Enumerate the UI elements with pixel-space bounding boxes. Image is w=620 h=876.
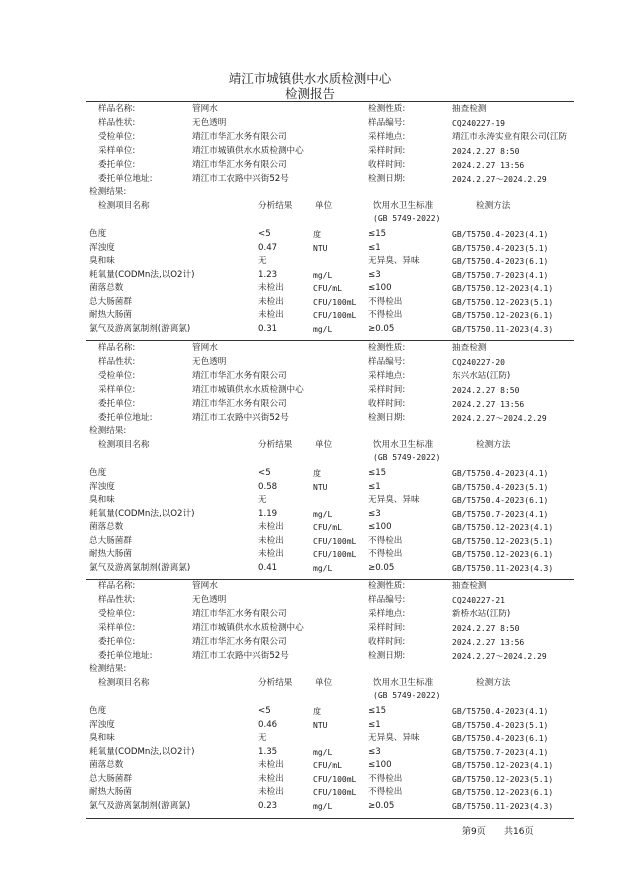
table-row-unit: 度 — [313, 469, 321, 478]
info-value: 靖江市永涛实业有限公司(江防 — [452, 132, 568, 142]
table-row-standard: ≤3 — [368, 269, 381, 280]
column-header-method: 检测方法 — [476, 201, 511, 211]
table-row-standard: ≥0.05 — [368, 562, 395, 573]
info-label: 样品性状: — [98, 595, 136, 605]
table-row-method: GB/T5750.12-2023(5.1) — [452, 297, 554, 307]
table-row-method: GB/T5750.4-2023(4.1) — [452, 230, 549, 239]
info-label: 检测性质: — [368, 343, 406, 353]
info-value: 抽查检测 — [452, 104, 487, 114]
table-row-standard: ≥0.05 — [368, 800, 395, 811]
info-label: 检测性质: — [368, 104, 406, 114]
table-row-method: GB/T5750.4-2023(4.1) — [452, 469, 549, 478]
info-label: 样品名称: — [98, 104, 136, 114]
table-row-method: GB/T5750.4-2023(6.1) — [452, 734, 549, 743]
column-header-method: 检测方法 — [476, 440, 511, 450]
table-row-standard: ≤1 — [368, 719, 381, 730]
table-row-unit: mg/L — [313, 324, 333, 334]
report-org-title: 靖江市城镇供水水质检测中心 — [228, 71, 392, 86]
info-value: 2024.2.27～2024.2.29 — [452, 414, 547, 423]
table-row-unit: mg/L — [313, 747, 333, 757]
table-row-unit: mg/L — [313, 270, 333, 280]
info-label: 样品编号: — [368, 357, 406, 367]
info-label: 样品编号: — [368, 118, 406, 128]
results-label: 检测结果: — [89, 426, 127, 436]
table-row-method: GB/T5750.7-2023(4.1) — [452, 270, 549, 280]
info-value: 抽查检测 — [452, 581, 487, 591]
table-row-standard: ≤3 — [368, 746, 381, 757]
table-row-item: 总大肠菌群 — [89, 535, 132, 546]
info-label: 样品编号: — [368, 595, 406, 605]
results-label: 检测结果: — [89, 187, 127, 197]
table-row-method: GB/T5750.12-2023(4.1) — [452, 523, 554, 532]
table-row-item: 耐热大肠菌 — [89, 787, 132, 797]
table-row-unit: NTU — [313, 482, 328, 492]
table-row-method: GB/T5750.12-2023(6.1) — [452, 311, 554, 320]
table-row-standard: 无异臭、异味 — [368, 733, 420, 743]
column-header-result: 分析结果 — [258, 440, 293, 450]
table-row-standard: 无异臭、异味 — [368, 495, 420, 505]
info-value: 无色透明 — [192, 118, 227, 128]
table-row-method: GB/T5750.12-2023(6.1) — [452, 788, 554, 797]
info-value: CQ240227-20 — [452, 358, 505, 367]
table-row-method: GB/T5750.4-2023(5.1) — [452, 482, 549, 492]
table-row-method: GB/T5750.4-2023(6.1) — [452, 496, 549, 505]
report-title: 检测报告 — [284, 86, 335, 101]
footer-rule — [86, 818, 574, 819]
table-row-standard: ≤100 — [368, 522, 392, 532]
info-value: 无色透明 — [192, 595, 227, 605]
info-value: 2024.2.27 13:56 — [452, 400, 525, 409]
column-header-standard: 饮用水卫生标准 — [373, 440, 434, 450]
info-label: 采样地点: — [368, 371, 406, 381]
table-row-item: 耐热大肠菌 — [89, 549, 132, 559]
table-row-result: 0.23 — [258, 800, 278, 811]
info-label: 收样时间: — [368, 160, 406, 170]
table-row-item: 浑浊度 — [89, 481, 115, 492]
table-row-standard: 不得检出 — [368, 549, 403, 559]
info-label: 受检单位: — [98, 609, 136, 619]
column-header-item: 检测项目名称 — [98, 201, 150, 211]
table-row-result: <5 — [258, 229, 271, 239]
info-value: 抽查检测 — [452, 343, 487, 353]
info-label: 委托单位: — [98, 637, 136, 647]
column-header-standard-code: (GB 5749-2022) — [373, 214, 441, 223]
table-row-standard: 不得检出 — [368, 773, 403, 784]
info-value: 靖江市城镇供水水质检测中心 — [192, 623, 304, 633]
info-label: 检测日期: — [368, 651, 406, 661]
table-row-standard: ≥0.05 — [368, 323, 395, 334]
table-row-item: 耗氧量(CODMn法,以O2计) — [89, 269, 195, 280]
table-row-item: 菌落总数 — [89, 760, 124, 770]
table-row-item: 氯气及游离氯制剂(游离氯) — [89, 323, 191, 334]
table-row-result: 未检出 — [258, 522, 284, 532]
table-row-unit: mg/L — [313, 563, 333, 573]
table-row-unit: CFU/100mL — [313, 536, 357, 546]
sample-block — [0, 340, 620, 580]
table-row-item: 总大肠菌群 — [89, 773, 132, 784]
table-row-item: 氯气及游离氯制剂(游离氯) — [89, 562, 191, 573]
table-row-unit: mg/L — [313, 509, 333, 519]
table-row-item: 色度 — [89, 706, 107, 716]
column-header-item: 检测项目名称 — [98, 440, 150, 450]
column-header-item: 检测项目名称 — [98, 678, 150, 688]
table-row-unit: CFU/100mL — [313, 788, 357, 797]
table-row-unit: CFU/100mL — [313, 297, 357, 307]
info-label: 检测日期: — [368, 174, 406, 184]
info-value: 新桥水站(江防) — [452, 609, 511, 619]
table-row-unit: NTU — [313, 720, 328, 730]
info-value: 靖江市华汇水务有限公司 — [192, 637, 287, 647]
info-label: 受检单位: — [98, 132, 136, 142]
table-row-standard: ≤15 — [368, 706, 387, 716]
page-number: 第9页 — [462, 827, 486, 837]
info-label: 委托单位: — [98, 160, 136, 170]
info-label: 收样时间: — [368, 637, 406, 647]
info-value: 2024.2.27～2024.2.29 — [452, 652, 547, 661]
info-value: 管网水 — [192, 581, 218, 591]
table-row-item: 臭和味 — [89, 733, 115, 743]
table-row-standard: ≤15 — [368, 468, 387, 478]
info-label: 采样时间: — [368, 385, 406, 395]
info-label: 委托单位地址: — [98, 651, 153, 661]
table-row-result: <5 — [258, 468, 271, 478]
table-row-item: 耐热大肠菌 — [89, 310, 132, 320]
table-row-standard: ≤100 — [368, 283, 392, 293]
info-value: 管网水 — [192, 343, 218, 353]
table-row-method: GB/T5750.11-2023(4.3) — [452, 801, 554, 811]
info-value: 靖江市工农路中兴街52号 — [192, 413, 289, 423]
table-row-result: 无 — [258, 256, 267, 266]
column-header-standard-code: (GB 5749-2022) — [373, 453, 441, 462]
column-header-unit: 单位 — [315, 440, 333, 450]
info-label: 采样时间: — [368, 623, 406, 633]
column-header-result: 分析结果 — [258, 201, 293, 211]
table-row-method: GB/T5750.4-2023(6.1) — [452, 257, 549, 266]
table-row-item: 臭和味 — [89, 256, 115, 266]
info-label: 委托单位: — [98, 399, 136, 409]
table-row-standard: ≤3 — [368, 508, 381, 519]
table-row-method: GB/T5750.12-2023(4.1) — [452, 761, 554, 770]
sample-block — [0, 101, 620, 341]
table-row-result: 0.47 — [258, 242, 278, 253]
table-row-result: 0.31 — [258, 323, 278, 334]
column-header-result: 分析结果 — [258, 678, 293, 688]
table-row-item: 菌落总数 — [89, 522, 124, 532]
info-value: 靖江市华汇水务有限公司 — [192, 132, 287, 142]
table-row-unit: CFU/100mL — [313, 311, 357, 320]
table-row-unit: NTU — [313, 243, 328, 253]
table-row-result: 1.19 — [258, 508, 278, 519]
info-label: 检测性质: — [368, 581, 406, 591]
column-header-standard: 饮用水卫生标准 — [373, 678, 434, 688]
table-row-method: GB/T5750.11-2023(4.3) — [452, 324, 554, 334]
table-row-item: 色度 — [89, 229, 107, 239]
table-row-standard: ≤1 — [368, 481, 381, 492]
info-value: 靖江市工农路中兴街52号 — [192, 174, 289, 184]
table-row-unit: mg/L — [313, 801, 333, 811]
table-row-item: 浑浊度 — [89, 242, 115, 253]
info-value: 无色透明 — [192, 357, 227, 367]
info-label: 样品性状: — [98, 118, 136, 128]
table-row-item: 氯气及游离氯制剂(游离氯) — [89, 800, 191, 811]
column-header-standard: 饮用水卫生标准 — [373, 201, 434, 211]
table-row-standard: 不得检出 — [368, 787, 403, 797]
info-label: 采样单位: — [98, 385, 136, 395]
info-value: CQ240227-21 — [452, 596, 505, 605]
table-row-method: GB/T5750.4-2023(5.1) — [452, 720, 549, 730]
info-label: 委托单位地址: — [98, 413, 153, 423]
table-row-item: 色度 — [89, 468, 107, 478]
table-row-method: GB/T5750.12-2023(5.1) — [452, 774, 554, 784]
info-value: 靖江市城镇供水水质检测中心 — [192, 146, 304, 156]
info-value: 东兴水站(江防) — [452, 371, 511, 381]
table-row-standard: 无异臭、异味 — [368, 256, 420, 266]
table-row-item: 耗氧量(CODMn法,以O2计) — [89, 746, 195, 757]
info-label: 采样时间: — [368, 146, 406, 156]
info-label: 样品性状: — [98, 357, 136, 367]
table-row-result: 未检出 — [258, 773, 284, 784]
table-row-method: GB/T5750.4-2023(4.1) — [452, 707, 549, 716]
column-header-standard-code: (GB 5749-2022) — [373, 691, 441, 700]
table-row-unit: 度 — [313, 230, 321, 239]
table-row-result: 未检出 — [258, 310, 284, 320]
info-value: 2024.2.27 8:50 — [452, 147, 520, 156]
table-row-result: 未检出 — [258, 787, 284, 797]
table-row-unit: CFU/mL — [313, 523, 342, 532]
info-value: 靖江市华汇水务有限公司 — [192, 609, 287, 619]
info-value: 靖江市华汇水务有限公司 — [192, 371, 287, 381]
table-row-item: 浑浊度 — [89, 719, 115, 730]
table-row-result: 无 — [258, 495, 267, 505]
info-label: 样品名称: — [98, 581, 136, 591]
table-row-method: GB/T5750.7-2023(4.1) — [452, 747, 549, 757]
table-row-result: 未检出 — [258, 283, 284, 293]
results-label: 检测结果: — [89, 664, 127, 674]
table-row-method: GB/T5750.12-2023(6.1) — [452, 550, 554, 559]
table-row-unit: CFU/mL — [313, 284, 342, 293]
table-row-method: GB/T5750.11-2023(4.3) — [452, 563, 554, 573]
table-row-method: GB/T5750.4-2023(5.1) — [452, 243, 549, 253]
table-row-standard: ≤100 — [368, 760, 392, 770]
info-label: 委托单位地址: — [98, 174, 153, 184]
column-header-unit: 单位 — [315, 201, 333, 211]
table-row-method: GB/T5750.7-2023(4.1) — [452, 509, 549, 519]
sample-block — [0, 578, 620, 818]
table-row-result: 0.41 — [258, 562, 278, 573]
info-value: 靖江市工农路中兴街52号 — [192, 651, 289, 661]
table-row-result: 未检出 — [258, 549, 284, 559]
info-label: 采样地点: — [368, 609, 406, 619]
column-header-unit: 单位 — [315, 678, 333, 688]
info-value: 管网水 — [192, 104, 218, 114]
table-row-result: 1.23 — [258, 269, 278, 280]
table-row-unit: CFU/100mL — [313, 774, 357, 784]
info-value: 2024.2.27 8:50 — [452, 386, 520, 395]
info-label: 采样单位: — [98, 146, 136, 156]
info-label: 收样时间: — [368, 399, 406, 409]
table-row-unit: 度 — [313, 707, 321, 716]
table-row-item: 臭和味 — [89, 495, 115, 505]
info-value: 靖江市城镇供水水质检测中心 — [192, 385, 304, 395]
table-row-method: GB/T5750.12-2023(5.1) — [452, 536, 554, 546]
table-row-item: 菌落总数 — [89, 283, 124, 293]
table-row-result: 未检出 — [258, 535, 284, 546]
info-value: 2024.2.27 13:56 — [452, 638, 525, 647]
info-label: 受检单位: — [98, 371, 136, 381]
info-value: 2024.2.27～2024.2.29 — [452, 175, 547, 184]
page-total: 共16页 — [504, 827, 534, 837]
info-value: CQ240227-19 — [452, 119, 505, 128]
info-value: 靖江市华汇水务有限公司 — [192, 399, 287, 409]
column-header-method: 检测方法 — [476, 678, 511, 688]
table-row-item: 总大肠菌群 — [89, 296, 132, 307]
info-label: 采样地点: — [368, 132, 406, 142]
table-row-standard: ≤1 — [368, 242, 381, 253]
table-row-unit: CFU/100mL — [313, 550, 357, 559]
table-row-item: 耗氧量(CODMn法,以O2计) — [89, 508, 195, 519]
table-row-standard: 不得检出 — [368, 310, 403, 320]
table-row-result: 0.46 — [258, 719, 278, 730]
info-label: 采样单位: — [98, 623, 136, 633]
table-row-standard: ≤15 — [368, 229, 387, 239]
info-value: 2024.2.27 13:56 — [452, 161, 525, 170]
table-row-result: 未检出 — [258, 296, 284, 307]
table-row-standard: 不得检出 — [368, 535, 403, 546]
info-label: 样品名称: — [98, 343, 136, 353]
info-value: 靖江市华汇水务有限公司 — [192, 160, 287, 170]
table-row-method: GB/T5750.12-2023(4.1) — [452, 284, 554, 293]
table-row-result: 1.35 — [258, 746, 278, 757]
table-row-result: 无 — [258, 733, 267, 743]
info-value: 2024.2.27 8:50 — [452, 624, 520, 633]
info-label: 检测日期: — [368, 413, 406, 423]
table-row-unit: CFU/mL — [313, 761, 342, 770]
table-row-result: 未检出 — [258, 760, 284, 770]
table-row-result: 0.58 — [258, 481, 278, 492]
table-row-result: <5 — [258, 706, 271, 716]
table-row-standard: 不得检出 — [368, 296, 403, 307]
